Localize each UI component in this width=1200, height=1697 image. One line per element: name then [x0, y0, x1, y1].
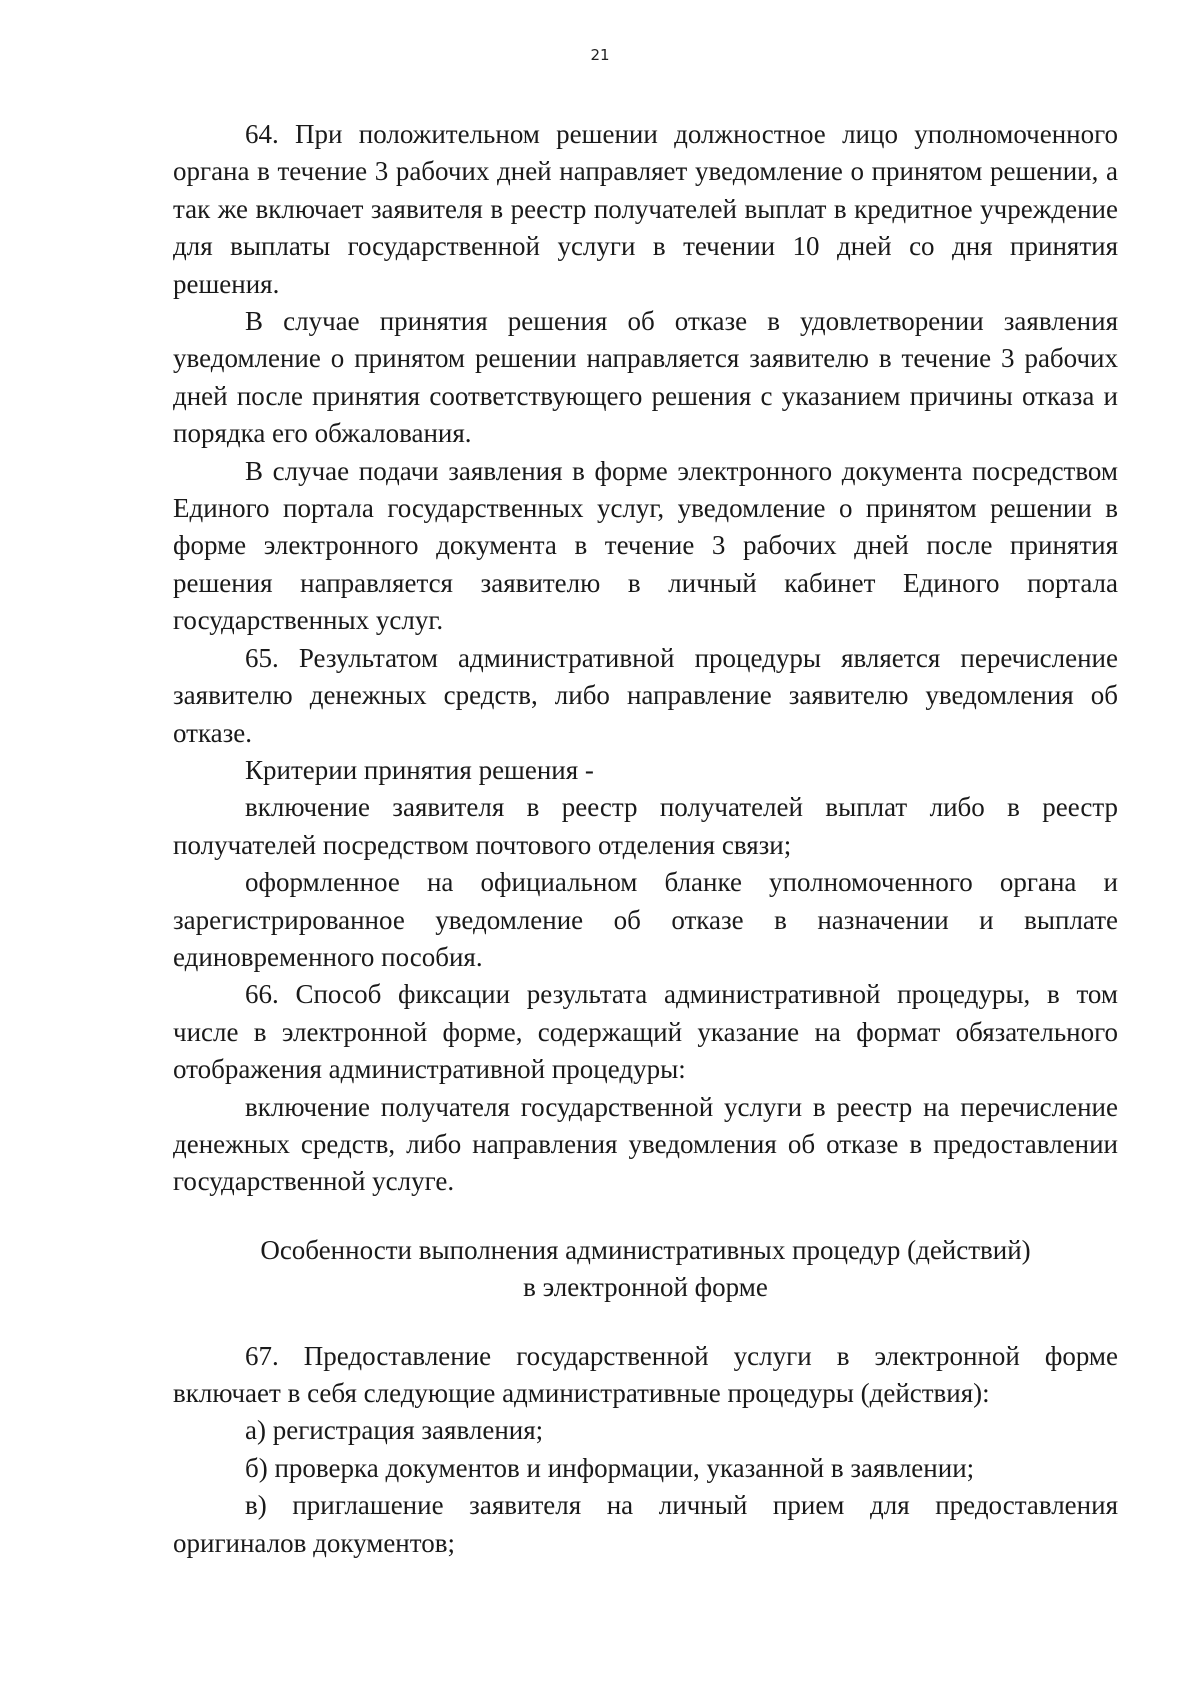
document-body [173, 116, 1118, 1562]
paragraph-decision-criteria: Критерии принятия решения - [245, 754, 594, 785]
paragraph-electronic-submission: В случае подачи заявления в форме электронного документа посредством Единого портала государственных услуг, уведомление о принятом решении в форме электронного документа в течение 3 рабочих дней после принятия решения направляется заявителю в личный кабинет Единого портала государственных услуг. [173, 455, 1118, 636]
section-heading [173, 1201, 1118, 1338]
list-item-b: б) проверка документов и информации, указанной в заявлении; [245, 1452, 975, 1483]
list-item-a: а) регистрация заявления; [245, 1415, 544, 1446]
paragraph-criterion-registry: включение заявителя в реестр получателей выплат либо в реестр получателей посредством почтового отделения связи; [173, 792, 1118, 860]
paragraph-66: 66. Способ фиксации результата административной процедуры, в том числе в электронной форме, содержащий указание на формат обязательного отображения административной процедуры: [173, 979, 1118, 1085]
paragraph-67: 67. Предоставление государственной услуги в электронной форме включает в себя следующие административные процедуры (действия): [173, 1340, 1118, 1408]
page-number: 21 [590, 46, 610, 64]
list-item-c: в) приглашение заявителя на личный прием для предоставления оригиналов документов; [173, 1490, 1118, 1558]
paragraph-fixation-method: включение получателя государственной услуги в реестр на перечисление денежных средств, либо направления уведомления об отказе в предоставлении государственной услуге. [173, 1091, 1118, 1197]
section-heading-line-1: Особенности выполнения административных процедур (действий) [260, 1234, 1031, 1265]
paragraph-criterion-refusal: оформленное на официальном бланке уполномоченного органа и зарегистрированное уведомление об отказе в назначении и выплате единовременного пособия. [173, 867, 1118, 972]
paragraph-refusal-notice: В случае принятия решения об отказе в удовлетворении заявления уведомление о принятом решении направляется заявителю в течение 3 рабочих дней после принятия соответствующего решения с указанием причины отказа и порядка его обжалования. [173, 306, 1118, 449]
section-heading-line-2: в электронной форме [523, 1272, 768, 1303]
paragraph-64: 64. При положительном решении должностное лицо уполномоченного органа в течение 3 рабочих дней направляет уведомление о принятом решении, а так же включает заявителя в реестр получателей выплат в кредитное учреждение для выплаты государственной услуги в течении 10 дней со дня принятия решения. [173, 119, 1118, 299]
paragraph-65: 65. Результатом административной процедуры является перечисление заявителю денежных средств, либо направление заявителю уведомления об отказе. [173, 642, 1118, 748]
